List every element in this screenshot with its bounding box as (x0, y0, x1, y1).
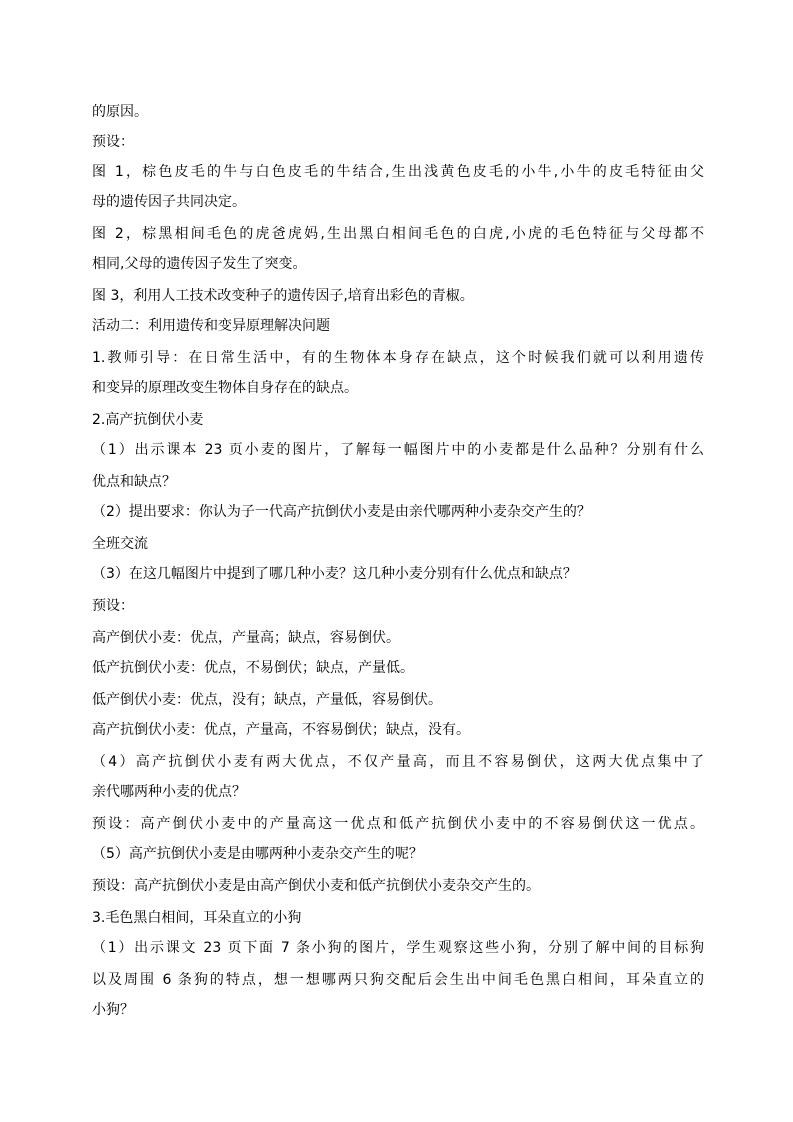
text-line: （3）在这几幅图片中提到了哪几种小麦？这几种小麦分别有什么优点和缺点？ (92, 566, 577, 582)
text-line: 图 3，利用人工技术改变种子的遗传因子,培育出彩色的青椒。 (92, 288, 474, 304)
text-line: （1）出示课文 23 页下面 7 条小狗的图片，学生观察这些小狗，分别了解中间的目标狗 (92, 940, 704, 956)
text-line: 1.教师引导：在日常生活中，有的生物体本身存在缺点，这个时候我们就可以利用遗传 (92, 350, 704, 366)
text-line: （2）提出要求：你认为子一代高产抗倒伏小麦是由亲代哪两种小麦杂交产生的？ (92, 504, 591, 520)
subsection-heading: 2.高产抗倒伏小麦 (92, 412, 204, 428)
text-line: 小狗？ (92, 1002, 134, 1018)
text-line: 的原因。 (92, 104, 148, 120)
text-line: （5）高产抗倒伏小麦是由哪两种小麦杂交产生的呢？ (92, 846, 423, 862)
text-line: 预设： (92, 598, 134, 614)
text-line: 高产抗倒伏小麦：优点，产量高，不容易倒伏；缺点，没有。 (92, 722, 470, 738)
subsection-heading: 3.毛色黑白相间，耳朵直立的小狗 (92, 910, 302, 926)
text-line: 相同,父母的遗传因子发生了突变。 (92, 256, 307, 272)
text-line: 和变异的原理改变生物体自身存在的缺点。 (92, 380, 358, 396)
text-line: 预设：高产倒伏小麦中的产量高这一优点和低产抗倒伏小麦中的不容易倒伏这一优点。 (92, 816, 704, 832)
text-line: 预设：高产抗倒伏小麦是由高产倒伏小麦和低产抗倒伏小麦杂交产生的。 (92, 878, 540, 894)
text-line: （4）高产抗倒伏小麦有两大优点，不仅产量高，而且不容易倒伏，这两大优点集中了 (92, 754, 704, 770)
text-line: 低产倒伏小麦：优点，没有；缺点，产量低，容易倒伏。 (92, 692, 442, 708)
text-line: 预设： (92, 134, 134, 150)
text-line: 亲代哪两种小麦的优点？ (92, 784, 246, 800)
text-line: 高产倒伏小麦：优点，产量高；缺点，容易倒伏。 (92, 630, 400, 646)
section-heading: 活动二：利用遗传和变异原理解决问题 (92, 318, 330, 334)
text-line: 低产抗倒伏小麦：优点，不易倒伏；缺点，产量低。 (92, 660, 414, 676)
text-line: 全班交流 (92, 536, 148, 552)
text-line: （1）出示课本 23 页小麦的图片，了解每一幅图片中的小麦都是什么品种？分别有什么 (92, 442, 704, 458)
text-line: 图 1，棕色皮毛的牛与白色皮毛的牛结合,生出浅黄色皮毛的小牛,小牛的皮毛特征由父 (92, 164, 704, 180)
text-line: 优点和缺点？ (92, 474, 176, 490)
text-line: 图 2，棕黑相间毛色的虎爸虎妈,生出黑白相间毛色的白虎,小虎的毛色特征与父母都不 (92, 226, 704, 242)
text-line: 母的遗传因子共同决定。 (92, 194, 246, 210)
text-line: 以及周围 6 条狗的特点，想一想哪两只狗交配后会生出中间毛色黑白相间，耳朵直立的 (92, 972, 704, 988)
